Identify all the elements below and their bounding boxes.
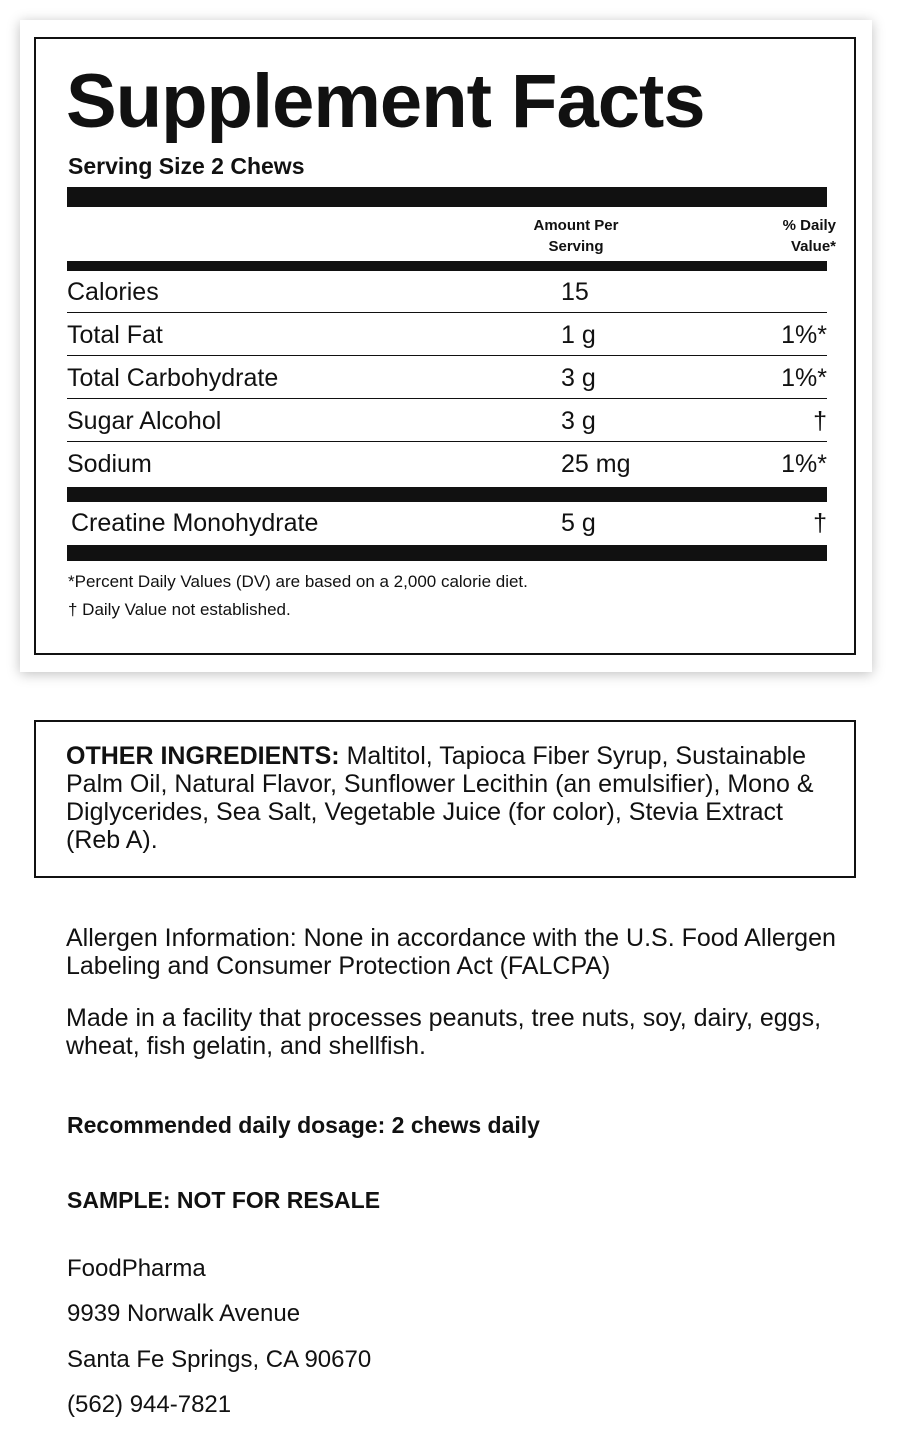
nutrient-amount: 25 mg (561, 450, 631, 478)
street-address: 9939 Norwalk Avenue (67, 1300, 301, 1327)
recommended-dosage: Recommended daily dosage: 2 chews daily (67, 1112, 540, 1138)
nutrient-amount: 1 g (561, 321, 596, 349)
row-rule (67, 312, 827, 313)
thick-divider (67, 187, 827, 207)
row-rule (67, 441, 827, 442)
nutrient-amount: 5 g (561, 509, 596, 537)
ingredients-text (66, 742, 836, 854)
footnote-percent-dv: *Percent Daily Values (DV) are based on a 2,000 calorie diet. (68, 572, 528, 591)
nutrient-dv: 1%* (781, 450, 827, 478)
supplement-facts-panel (34, 37, 856, 655)
nutrient-amount: 15 (561, 278, 589, 306)
thick-divider (67, 545, 827, 561)
nutrient-dv: 1%* (781, 321, 827, 349)
table-row (67, 502, 827, 544)
header-amount-per-serving: Amount Per Serving (533, 217, 619, 255)
city-state-zip: Santa Fe Springs, CA 90670 (67, 1346, 372, 1373)
facts-title: Supplement Facts (66, 59, 705, 144)
header-daily-value: % Daily Value* (782, 217, 836, 255)
company-name: FoodPharma (67, 1255, 206, 1282)
table-row (67, 357, 827, 399)
nutrient-amount: 3 g (561, 364, 596, 392)
allergen-information: Allergen Information: None in accordance with the U.S. Food Allergen Labeling and Consumer Protection Act (FALCPA) (66, 924, 836, 980)
footnote-dv-not-established: † Daily Value not established. (68, 600, 291, 619)
phone-number: (562) 944-7821 (67, 1391, 232, 1418)
row-rule (67, 355, 827, 356)
nutrient-amount: 3 g (561, 407, 596, 435)
nutrient-name: Total Carbohydrate (67, 364, 279, 392)
table-row (67, 314, 827, 356)
nutrient-name: Total Fat (67, 321, 163, 349)
serving-size: Serving Size 2 Chews (68, 153, 305, 179)
table-row (67, 271, 827, 313)
nutrient-name: Calories (67, 278, 159, 306)
thick-divider (67, 487, 827, 502)
sample-notice: SAMPLE: NOT FOR RESALE (67, 1187, 381, 1213)
row-rule (67, 398, 827, 399)
nutrient-dv: † (813, 509, 827, 537)
nutrient-name: Sugar Alcohol (67, 407, 222, 435)
facility-statement: Made in a facility that processes peanuts, tree nuts, soy, dairy, eggs, wheat, fish gelatin, and shellfish. (66, 1004, 822, 1060)
ingredients-list: Maltitol, Tapioca Fiber Syrup, Sustainable Palm Oil, Natural Flavor, Sunflower Lecithin (an emulsifier), Mono & Diglycerides, Sea Salt, Vegetable Juice (for color), Stevia Extract (Reb A). (66, 742, 814, 854)
nutrient-dv: † (813, 407, 827, 435)
nutrient-name: Sodium (67, 450, 152, 478)
ingredients-label: OTHER INGREDIENTS: (66, 742, 340, 770)
nutrient-dv: 1%* (781, 364, 827, 392)
nutrient-name: Creatine Monohydrate (71, 509, 319, 537)
medium-divider (67, 261, 827, 271)
table-row (67, 400, 827, 442)
table-row (67, 443, 827, 485)
other-ingredients-box (34, 720, 856, 878)
